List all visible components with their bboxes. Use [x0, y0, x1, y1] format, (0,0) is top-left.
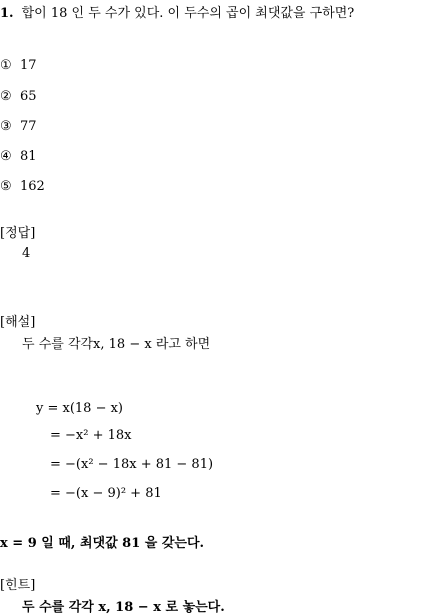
equation-text: = −(x − 9)² + 81 — [50, 486, 162, 501]
option-5[interactable] — [0, 179, 45, 194]
option-marker: ④ — [0, 149, 12, 164]
answer-label: [정답] — [0, 226, 36, 241]
answer-value: 4 — [22, 246, 31, 261]
solution-intro-text: 두 수를 각각x, 18 − x 라고 하면 — [22, 337, 211, 352]
option-value: 65 — [20, 89, 37, 104]
option-marker: ③ — [0, 119, 12, 134]
equation-text: = −x² + 18x — [50, 428, 132, 443]
equation-line-3 — [50, 457, 213, 472]
option-marker: ⑤ — [0, 179, 12, 194]
equation-text: = −(x² − 18x + 81 − 81) — [50, 457, 214, 472]
equation-line-1 — [36, 401, 123, 416]
option-4[interactable] — [0, 149, 37, 164]
question-text: 합이 18 인 두 수가 있다. 이 두수의 곱이 최댓값을 구하면? — [21, 6, 355, 21]
option-value: 77 — [20, 119, 37, 134]
option-value: 81 — [20, 149, 37, 164]
option-marker: ① — [0, 58, 12, 73]
option-2[interactable] — [0, 89, 37, 104]
option-value: 162 — [20, 179, 45, 194]
option-value: 17 — [20, 58, 37, 73]
solution-intro — [22, 333, 210, 352]
question — [0, 2, 354, 21]
question-number: 1. — [0, 6, 14, 21]
solution-label: [해설] — [0, 315, 36, 330]
option-3[interactable] — [0, 119, 37, 134]
hint-label: [힌트] — [0, 578, 36, 593]
option-1[interactable] — [0, 58, 37, 73]
equation-text: y = x(18 − x) — [36, 401, 124, 416]
equation-line-2 — [50, 428, 132, 443]
solution-conclusion: x = 9 일 때, 최댓값 81 을 갖는다. — [0, 536, 205, 551]
hint-text: 두 수를 각각 x, 18 − x 로 놓는다. — [22, 600, 225, 615]
option-marker: ② — [0, 89, 12, 104]
equation-line-4 — [50, 486, 162, 501]
